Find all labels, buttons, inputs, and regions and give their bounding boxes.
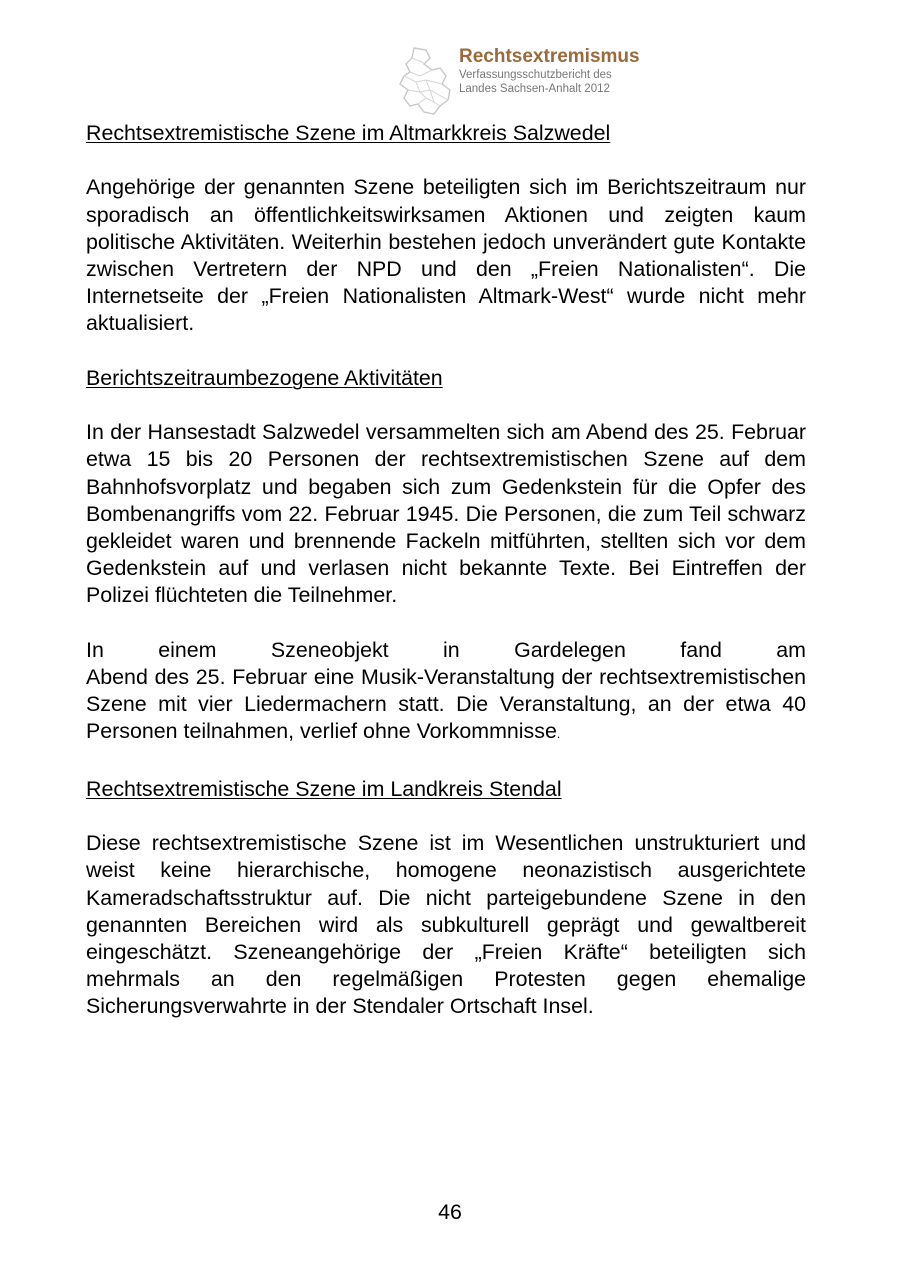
section-heading-aktivitaeten: Berichtszeitraumbezogene Aktivitäten <box>86 365 443 390</box>
document-body <box>86 120 806 1021</box>
header-subtitle-line1: Verfassungsschutzbericht des <box>459 69 612 81</box>
paragraph-gardelegen-end: . <box>556 727 561 742</box>
paragraph-stendal: Diese rechtsextremistische Szene ist im Wesentlichen unstrukturiert und weist keine hierarchische, homogene neonazistisch ausgerichtete Kameradschaftsstruktur auf. Die nicht parteigebundene Szene in den genannten Bereichen wird als subkulturell geprägt und gewaltbereit eingeschätzt. Szeneangehörige der „Freien Kräfte“ beteiligten sich mehrmals an den regelmäßigen Protesten gegen ehemalige Sicherungsverwahrte in der Stendaler Ortschaft Insel. <box>86 831 806 1019</box>
section-heading-altmarkkreis: Rechtsextremistische Szene im Altmarkkreis Salzwedel <box>86 121 611 145</box>
section-heading-stendal: Rechtsextremistische Szene im Landkreis Stendal <box>86 776 562 801</box>
header-title: Rechtsextremismus <box>459 46 640 67</box>
page-header <box>396 44 696 116</box>
paragraph-salzwedel: In der Hansestadt Salzwedel versammelten sich am Abend des 25. Februar etwa 15 bis 20 Personen der rechtsextremistischen Szene auf dem Bahnhofsvorplatz und begaben sich zum Gedenkstein für die Opfer des Bombenangriffs vom 22. Februar 1945. Die Personen, die zum Teil schwarz gekleidet waren und brennende Fackeln mitführten, stellten sich vor dem Gedenkstein auf und verlasen nicht bekannte Texte. Bei Eintreffen der Polizei flüchteten die Teilnehmer. <box>86 420 806 608</box>
paragraph-gardelegen-line1: In einem Szeneobjekt in Gardelegen fand am <box>86 637 806 662</box>
paragraph-gardelegen <box>86 664 806 749</box>
paragraph-gardelegen-text: Abend des 25. Februar eine Musik-Veranstaltung der rechtsextremistischen Szene mit vier Liedermachern statt. Die Veranstaltung, an der etwa 40 Personen teilnahmen, verlief ohne Vorkommnisse <box>86 665 806 744</box>
paragraph-altmarkkreis: Angehörige der genannten Szene beteiligten sich im Berichtszeitraum nur sporadisch an öffentlichkeitswirksamen Aktionen und zeigten kaum politische Aktivitäten. Weiterhin bestehen jedoch unverändert gute Kontakte zwischen Vertretern der NPD und den „Freien Nationalisten“. Die Internetseite der „Freien Nationalisten Altmark-West“ wurde nicht mehr aktualisiert. <box>86 175 806 336</box>
map-sachsen-anhalt-icon <box>396 46 460 116</box>
header-subtitle-line2: Landes Sachsen-Anhalt 2012 <box>459 83 610 95</box>
page-number: 46 <box>438 1200 462 1224</box>
